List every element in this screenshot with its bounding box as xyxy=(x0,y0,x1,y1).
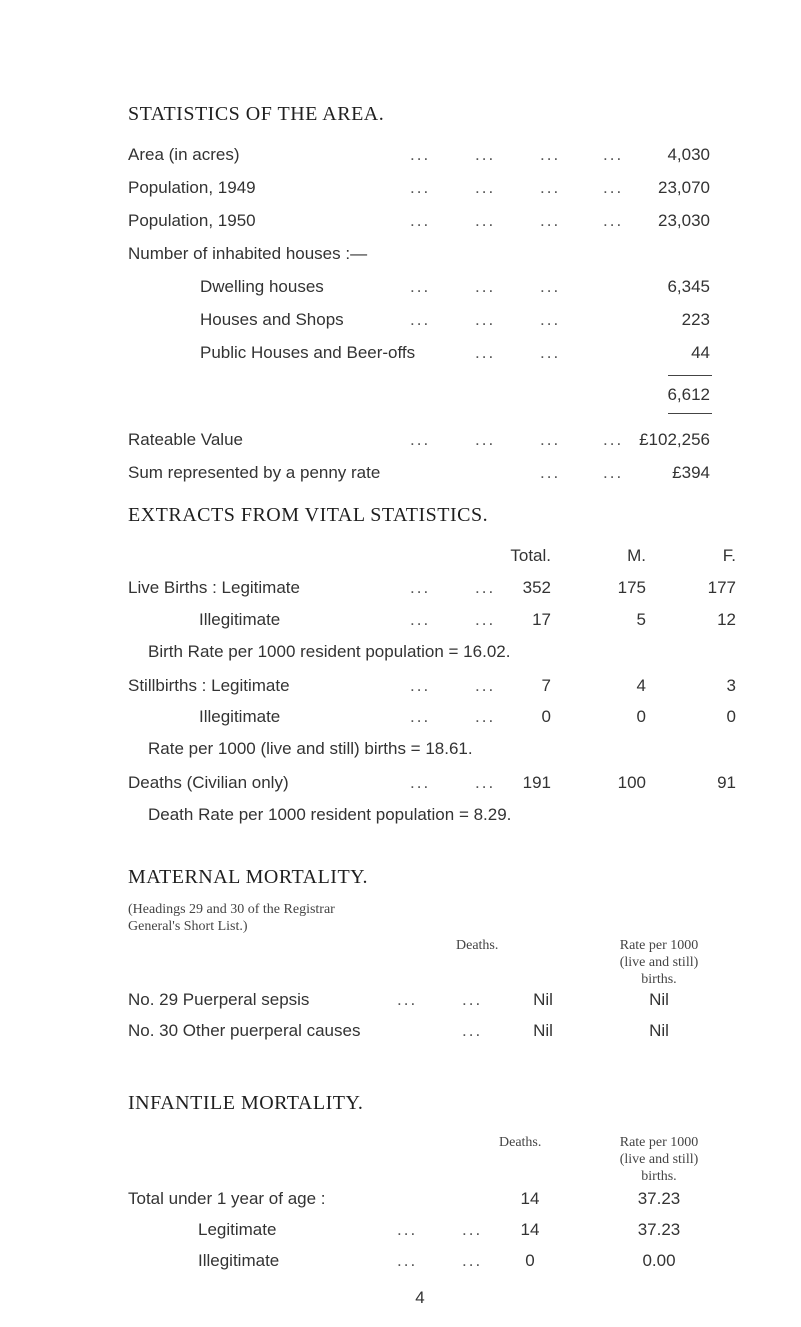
maternal-row1-label: No. 29 Puerperal sepsis xyxy=(128,990,310,1009)
leader-dots: ... xyxy=(540,310,561,329)
maternal-row2-label: No. 30 Other puerperal causes xyxy=(128,1021,361,1040)
shops-value: 223 xyxy=(681,310,710,329)
leader-dots: ... xyxy=(475,178,496,197)
leader-dots: ... xyxy=(540,178,561,197)
leader-dots: ... xyxy=(540,463,561,482)
still-legit-label: Stillbirths : Legitimate xyxy=(128,676,290,695)
leader-dots: ... xyxy=(475,430,496,449)
leader-dots: ... xyxy=(410,145,431,164)
rateable-label: Rateable Value xyxy=(128,430,243,449)
leader-dots: ... xyxy=(410,707,431,726)
maternal-col-deaths: Deaths. xyxy=(456,938,499,953)
total-rule xyxy=(668,413,712,414)
infantile-illegit-deaths: 0 xyxy=(525,1251,535,1270)
leader-dots: ... xyxy=(475,343,496,362)
death-rate: Death Rate per 1000 resident population = 8.29. xyxy=(148,805,512,824)
area-label: Area (in acres) xyxy=(128,145,240,164)
leader-dots: ... xyxy=(603,145,624,164)
infantile-col-rate-3: births. xyxy=(641,1169,677,1184)
leader-dots: ... xyxy=(475,211,496,230)
leader-dots: ... xyxy=(410,277,431,296)
infantile-title: INFANTILE MORTALITY. xyxy=(128,1092,364,1114)
cell-total: 352 xyxy=(522,578,551,597)
maternal-note-1: (Headings 29 and 30 of the Registrar xyxy=(128,902,335,917)
leader-dots: ... xyxy=(410,430,431,449)
col-total-header: Total. xyxy=(510,546,551,565)
infantile-total-rate: 37.23 xyxy=(637,1189,681,1208)
leader-dots: ... xyxy=(540,277,561,296)
still-rate: Rate per 1000 (live and still) births = 18.61. xyxy=(148,739,473,758)
col-m-header: M. xyxy=(627,546,646,565)
leader-dots: ... xyxy=(475,145,496,164)
pop1950-label: Population, 1950 xyxy=(128,211,256,230)
cell-f: 91 xyxy=(717,773,736,792)
leader-dots: ... xyxy=(475,707,496,726)
infantile-col-rate-2: (live and still) xyxy=(619,1152,699,1167)
maternal-row2-rate: Nil xyxy=(649,1021,669,1040)
leader-dots: ... xyxy=(540,211,561,230)
leader-dots: ... xyxy=(397,1251,418,1270)
maternal-col-rate-3: births. xyxy=(641,972,677,987)
leader-dots: ... xyxy=(410,211,431,230)
cell-f: 0 xyxy=(726,707,736,726)
cell-m: 100 xyxy=(617,773,646,792)
leader-dots: ... xyxy=(410,178,431,197)
leader-dots: ... xyxy=(410,310,431,329)
deaths-label: Deaths (Civilian only) xyxy=(128,773,289,792)
leader-dots: ... xyxy=(603,463,624,482)
still-illegit-label: Illegitimate xyxy=(199,707,281,726)
maternal-row1-deaths: Nil xyxy=(533,990,553,1009)
leader-dots: ... xyxy=(475,277,496,296)
cell-m: 4 xyxy=(636,676,646,695)
cell-total: 0 xyxy=(541,707,551,726)
infantile-legit-deaths: 14 xyxy=(520,1220,540,1239)
public-label: Public Houses and Beer-offs xyxy=(200,343,416,362)
cell-f: 3 xyxy=(726,676,736,695)
leader-dots: ... xyxy=(462,990,483,1009)
leader-dots: ... xyxy=(603,430,624,449)
infantile-total-label: Total under 1 year of age : xyxy=(128,1189,326,1208)
leader-dots: ... xyxy=(410,676,431,695)
pop1950-value: 23,030 xyxy=(658,211,710,230)
page-number: 4 xyxy=(415,1288,425,1307)
live-legit-label: Live Births : Legitimate xyxy=(128,578,300,597)
area-value: 4,030 xyxy=(667,145,710,164)
cell-m: 0 xyxy=(636,707,646,726)
pop1949-label: Population, 1949 xyxy=(128,178,256,197)
rateable-value: £102,256 xyxy=(639,430,710,449)
infantile-col-rate-1: Rate per 1000 xyxy=(619,1135,699,1150)
leader-dots: ... xyxy=(410,773,431,792)
leader-dots: ... xyxy=(462,1021,483,1040)
statistics-title: STATISTICS OF THE AREA. xyxy=(128,103,385,125)
leader-dots: ... xyxy=(540,343,561,362)
infantile-illegit-label: Illegitimate xyxy=(198,1251,280,1270)
cell-m: 5 xyxy=(636,610,646,629)
infantile-legit-label: Legitimate xyxy=(198,1220,277,1239)
col-f-header: F. xyxy=(722,546,736,565)
maternal-note-2: General's Short List.) xyxy=(128,919,248,934)
leader-dots: ... xyxy=(475,676,496,695)
shops-label: Houses and Shops xyxy=(200,310,344,329)
cell-total: 7 xyxy=(541,676,551,695)
cell-total: 17 xyxy=(532,610,551,629)
leader-dots: ... xyxy=(397,990,418,1009)
maternal-col-rate-1: Rate per 1000 xyxy=(619,938,699,953)
infantile-col-deaths: Deaths. xyxy=(499,1135,542,1150)
leader-dots: ... xyxy=(397,1220,418,1239)
leader-dots: ... xyxy=(475,310,496,329)
leader-dots: ... xyxy=(540,145,561,164)
cell-total: 191 xyxy=(522,773,551,792)
dwelling-value: 6,345 xyxy=(667,277,710,296)
cell-m: 175 xyxy=(617,578,646,597)
leader-dots: ... xyxy=(540,430,561,449)
infantile-legit-rate: 37.23 xyxy=(637,1220,681,1239)
dwelling-label: Dwelling houses xyxy=(200,277,324,296)
houses-label: Number of inhabited houses :— xyxy=(128,244,368,263)
leader-dots: ... xyxy=(462,1251,483,1270)
cell-f: 12 xyxy=(717,610,736,629)
pop1949-value: 23,070 xyxy=(658,178,710,197)
leader-dots: ... xyxy=(603,211,624,230)
maternal-row1-rate: Nil xyxy=(649,990,669,1009)
leader-dots: ... xyxy=(475,578,496,597)
leader-dots: ... xyxy=(475,773,496,792)
leader-dots: ... xyxy=(410,610,431,629)
penny-value: £394 xyxy=(672,463,710,482)
total-rule xyxy=(668,375,712,376)
leader-dots: ... xyxy=(475,610,496,629)
vital-title: EXTRACTS FROM VITAL STATISTICS. xyxy=(128,504,489,526)
birth-rate: Birth Rate per 1000 resident population = 16.02. xyxy=(148,642,511,661)
maternal-col-rate-2: (live and still) xyxy=(619,955,699,970)
leader-dots: ... xyxy=(410,578,431,597)
penny-label: Sum represented by a penny rate xyxy=(128,463,381,482)
maternal-title: MATERNAL MORTALITY. xyxy=(128,866,369,888)
maternal-row2-deaths: Nil xyxy=(533,1021,553,1040)
infantile-illegit-rate: 0.00 xyxy=(642,1251,676,1270)
houses-total: 6,612 xyxy=(667,385,710,404)
infantile-total-deaths: 14 xyxy=(520,1189,540,1208)
public-value: 44 xyxy=(691,343,710,362)
cell-f: 177 xyxy=(707,578,736,597)
leader-dots: ... xyxy=(462,1220,483,1239)
leader-dots: ... xyxy=(603,178,624,197)
live-illegit-label: Illegitimate xyxy=(199,610,281,629)
